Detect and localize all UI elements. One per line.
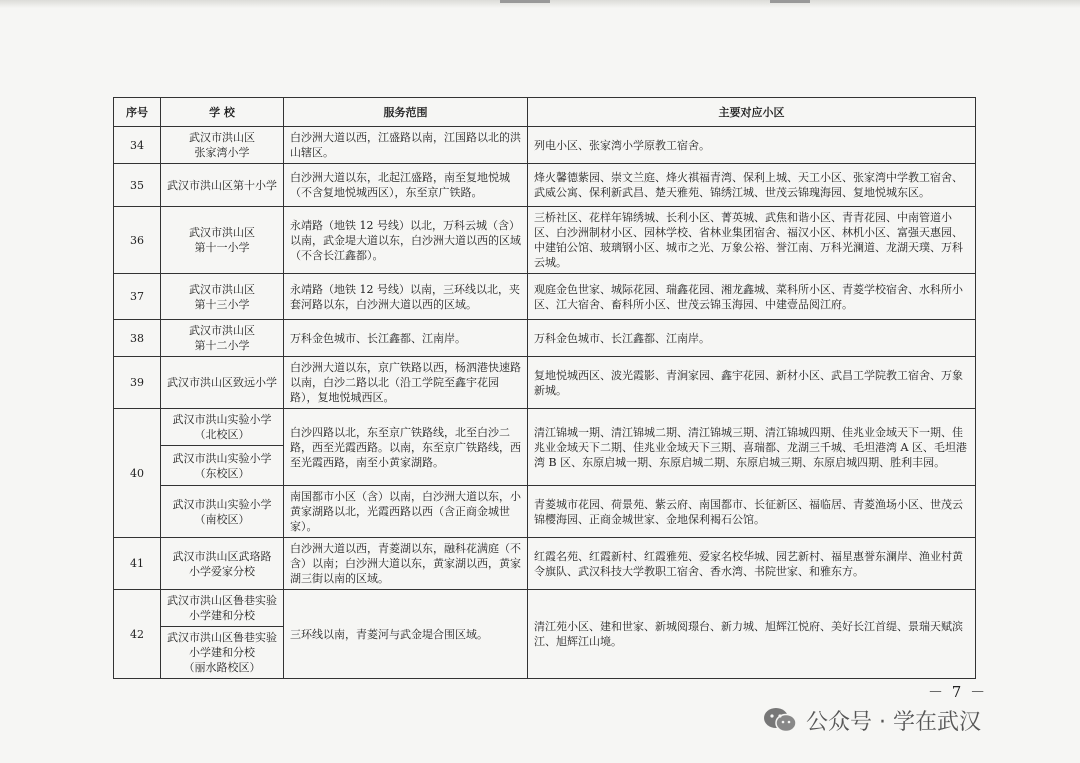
row-school: 武汉市洪山区鲁巷实验 小学建和分校 （丽水路校区） — [161, 627, 284, 679]
scan-mark — [770, 0, 810, 3]
row-communities: 清江锦城一期、清江锦城二期、清江锦城三期、清江锦城四期、佳兆业金域天下一期、佳兆业金域天下二期、佳兆业金域天下三期、喜瑞都、龙湖三千城、毛坦港湾 A 区、毛坦港湾 B 区、东原启城一期、东原启城二期、东原启城三期、东原启城四期、胜利丰园。 — [528, 409, 976, 486]
row-school: 武汉市洪山实验小学 （北校区） — [161, 409, 284, 446]
row-service-range: 永靖路（地铁 12 号线）以南，三环线以北，夹套河路以东，白沙洲大道以西的区域。 — [284, 274, 528, 320]
row-service-range: 三环线以南，青菱河与武金堤合围区域。 — [284, 590, 528, 679]
row-index: 41 — [114, 538, 161, 590]
row-index: 38 — [114, 320, 161, 357]
table-row — [114, 207, 976, 274]
row-index: 36 — [114, 207, 161, 274]
row-index: 35 — [114, 164, 161, 207]
row-index: 42 — [114, 590, 161, 679]
row-school: 武汉市洪山实验小学 （南校区） — [161, 486, 284, 538]
row-service-range: 南国都市小区（含）以南，白沙洲大道以东，小黄家湖路以北，光霞西路以西（含正商金城世家）。 — [284, 486, 528, 538]
row-service-range: 白沙洲大道以西，江盛路以南，江国路以北的洪山辖区。 — [284, 127, 528, 164]
row-service-range: 白沙洲大道以西，青菱湖以东，融科花满庭（不含）以南；白沙洲大道以东，黄家湖以西，黄家湖三街以南的区域。 — [284, 538, 528, 590]
row-service-range: 永靖路（地铁 12 号线）以北，万科云城（含）以南，武金堤大道以东，白沙洲大道以西的区域（不含长江鑫都）。 — [284, 207, 528, 274]
row-service-range: 白沙四路以北，东至京广铁路线，北至白沙二路，西至光霞西路。以南，东至京广铁路线，西至光霞西路，南至小黄家湖路。 — [284, 409, 528, 486]
row-school: 武汉市洪山实验小学 （东校区） — [161, 446, 284, 486]
row-index: 40 — [114, 409, 161, 538]
row-school: 武汉市洪山区 第十三小学 — [161, 274, 284, 320]
wechat-icon — [762, 706, 798, 734]
table-row — [114, 164, 976, 207]
row-service-range: 白沙洲大道以东，北起江盛路，南至复地悦城（不含复地悦城西区），东至京广铁路。 — [284, 164, 528, 207]
row-communities: 复地悦城西区、波光霞影、青涧家园、鑫宇花园、新材小区、武昌工学院教工宿舍、万象新城。 — [528, 357, 976, 409]
school-district-table — [113, 97, 976, 679]
table-row — [114, 127, 976, 164]
row-communities: 三桥社区、花样年锦绣城、长利小区、菁英城、武焦和谐小区、青青花园、中南管道小区、白沙洲制材小区、园林学校、省林业集团宿舍、福汉小区、林机小区、富强天惠园、中建铂公馆、玻璃钢小区、城市之光、万象公裕、誉江南、万科光澜道、龙湖天璞、万科云城。 — [528, 207, 976, 274]
row-communities: 观庭金色世家、城际花园、瑞鑫花园、湘龙鑫城、菜科所小区、青菱学校宿舍、水科所小区、江大宿舍、畜科所小区、世茂云锦玉海园、中建壹品阅江府。 — [528, 274, 976, 320]
watermark-text: 公众号 · 学在武汉 — [806, 709, 981, 735]
row-school: 武汉市洪山区 张家湾小学 — [161, 127, 284, 164]
row-index: 34 — [114, 127, 161, 164]
row-communities: 青菱城市花园、荷景苑、紫云府、南国都市、长征新区、福临居、青菱渔场小区、世茂云锦樱海园、正商金城世家、金地保利褐石公馆。 — [528, 486, 976, 538]
row-communities: 烽火馨德紫园、崇文兰庭、烽火祺福青湾、保利上城、天工小区、张家湾中学教工宿舍、武威公寓、保利新武昌、楚天雅苑、锦绣江城、世茂云锦瑰海园、复地悦城东区。 — [528, 164, 976, 207]
row-service-range: 白沙洲大道以东，京广铁路以西，杨泗港快速路以南，白沙二路以北（沿工学院至鑫宇花园路），复地悦城西区。 — [284, 357, 528, 409]
row-index: 37 — [114, 274, 161, 320]
watermark — [762, 704, 981, 736]
row-communities: 清江苑小区、建和世家、新城阅璟台、新力城、旭辉江悦府、美好长江首缇、景瑞天赋滨江、旭辉江山境。 — [528, 590, 976, 679]
table-header-row — [114, 98, 976, 127]
row-communities: 万科金色城市、长江鑫都、江南岸。 — [528, 320, 976, 357]
row-school: 武汉市洪山区第十小学 — [161, 164, 284, 207]
row-school: 武汉市洪山区 第十二小学 — [161, 320, 284, 357]
row-school: 武汉市洪山区 第十一小学 — [161, 207, 284, 274]
row-school: 武汉市洪山区致远小学 — [161, 357, 284, 409]
table-row — [114, 274, 976, 320]
scan-mark — [500, 0, 550, 3]
table-row — [114, 590, 976, 627]
header-service-range: 服务范围 — [284, 98, 528, 127]
table-row — [114, 486, 976, 538]
header-school: 学 校 — [161, 98, 284, 127]
row-communities: 列电小区、张家湾小学原教工宿舍。 — [528, 127, 976, 164]
header-communities: 主要对应小区 — [528, 98, 976, 127]
header-index: 序号 — [114, 98, 161, 127]
row-service-range: 万科金色城市、长江鑫都、江南岸。 — [284, 320, 528, 357]
row-index: 39 — [114, 357, 161, 409]
table-row — [114, 320, 976, 357]
row-school: 武汉市洪山区武珞路 小学爱家分校 — [161, 538, 284, 590]
table-row — [114, 357, 976, 409]
page-number: － 7 － — [928, 683, 988, 701]
table-row — [114, 409, 976, 446]
row-school: 武汉市洪山区鲁巷实验 小学建和分校 — [161, 590, 284, 627]
table-row — [114, 538, 976, 590]
row-communities: 红霞名苑、红霞新村、红霞雅苑、爱家名校华城、园艺新村、福星惠誉东澜岸、渔业村黄令旗队、武汉科技大学教职工宿舍、香水湾、书院世家、和雅东方。 — [528, 538, 976, 590]
